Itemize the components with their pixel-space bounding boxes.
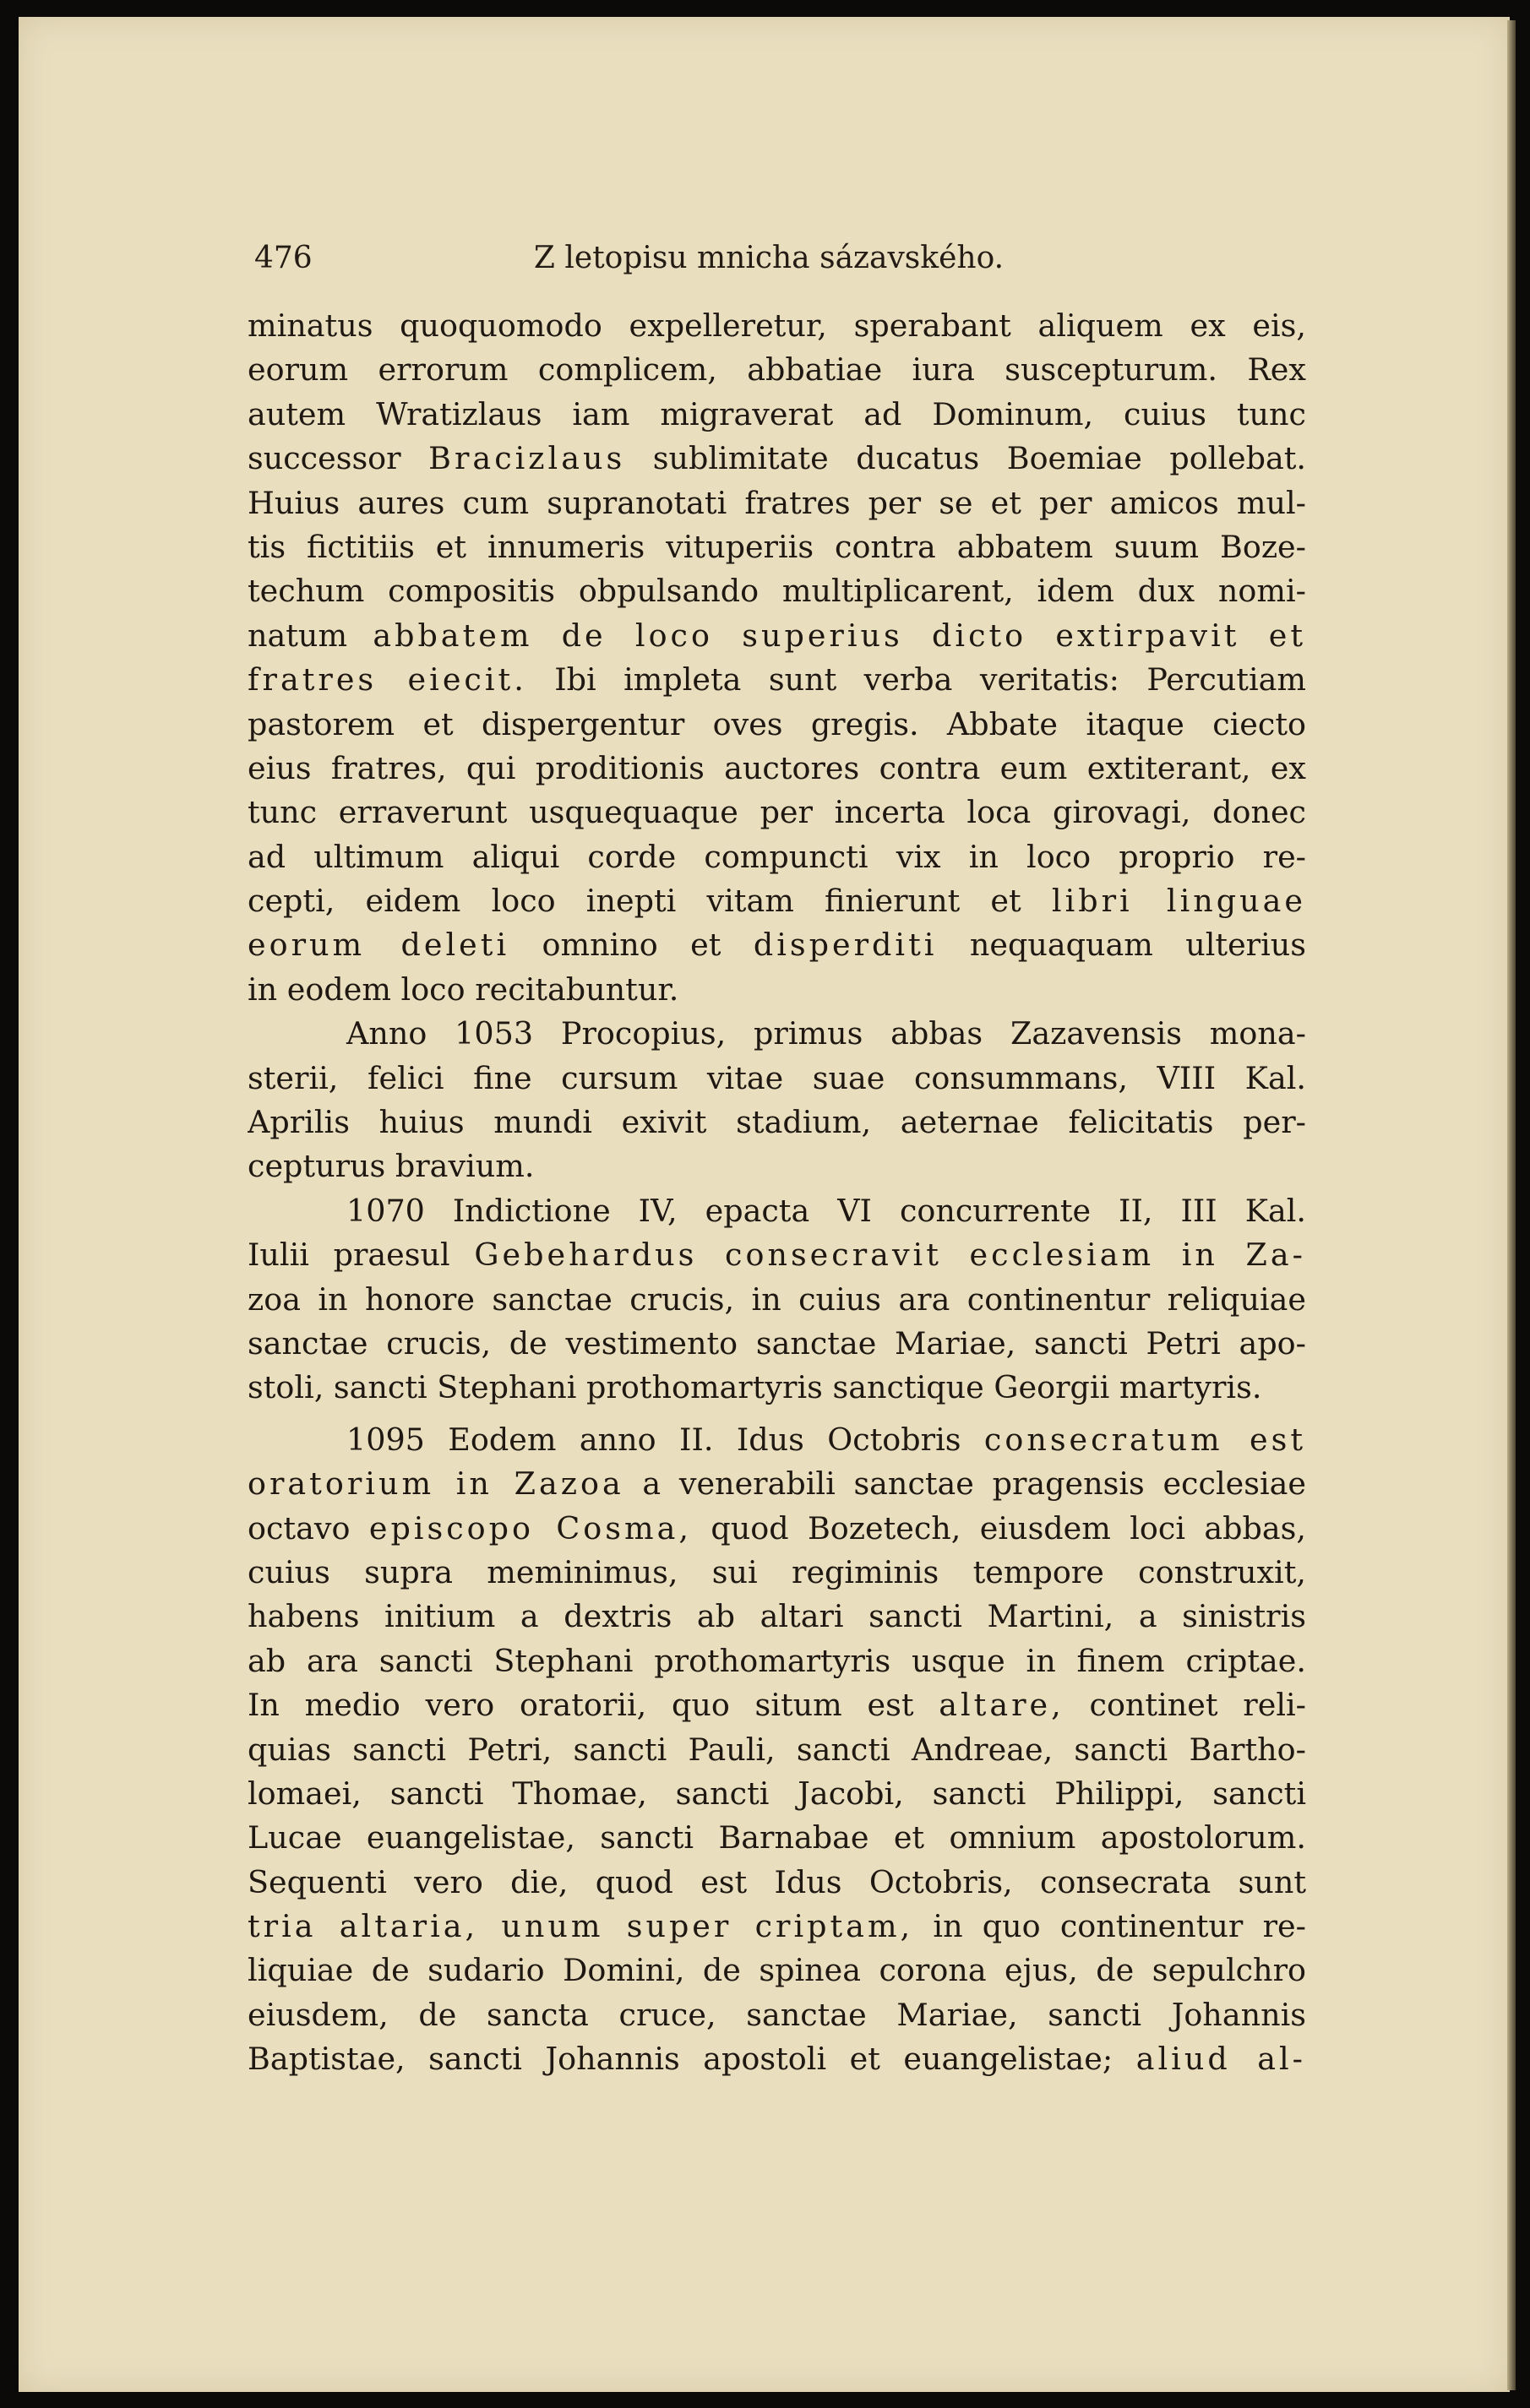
text-line: techum compositis obpulsando multiplicarent, idem dux nomi- <box>248 573 1306 610</box>
text-run: nequaquam ulterius <box>969 927 1306 964</box>
text-line: sanctae crucis, de vestimento sanctae Mariae, sancti Petri apo- <box>248 1324 1306 1362</box>
paragraph-2 <box>248 1012 1306 1189</box>
text-line: eiusdem, de sancta cruce, sanctae Mariae, sancti Johannis <box>248 1996 1306 2033</box>
text-line: cepturus bravium. <box>248 1148 535 1185</box>
text-line: Sequenti vero die, quod est Idus Octobris, consecrata sunt <box>248 1863 1306 1900</box>
spaced-text: consecratum est <box>983 1421 1306 1458</box>
text-line <box>248 1905 1306 1949</box>
text-run: In medio vero oratorii, quo situm est <box>248 1687 914 1724</box>
text-line: stoli, sancti Stephani prothomartyris sanctique Georgii martyris. <box>248 1369 1262 1406</box>
paragraph-4 <box>248 1418 1306 2082</box>
text-line <box>248 923 1306 967</box>
spaced-name: Bracizlaus <box>428 440 626 477</box>
text-line: quias sancti Petri, sancti Pauli, sancti Andreae, sancti Bartho- <box>248 1731 1306 1768</box>
page-body <box>248 304 1306 2082</box>
text-line: eius fratres, qui proditionis auctores contra eum extiterant, ex <box>248 749 1306 786</box>
text-run: in quo continentur re- <box>933 1908 1306 1945</box>
spaced-text: disperditi <box>753 927 938 964</box>
text-line: cuius supra meminimus, sui regiminis tempore construxit, <box>248 1553 1306 1590</box>
text-run: continet reli- <box>1089 1687 1306 1724</box>
text-line: tunc erraverunt usquequaque per incerta loca girovagi, donec <box>248 794 1306 831</box>
text-run: Ibi impleta sunt verba veritatis: Percutiam <box>554 661 1306 698</box>
text-line: sterii, felici fine cursum vitae suae consummans, VIII Kal. <box>248 1059 1306 1096</box>
spaced-text: episcopo Cosma, <box>368 1509 692 1546</box>
spaced-text: aliud al- <box>1135 2041 1306 2078</box>
text-run: Iulii praesul <box>248 1237 450 1274</box>
text-line: zoa in honore sanctae crucis, in cuius ara continentur reliquiae <box>248 1280 1306 1318</box>
text-line: liquiae de sudario Domini, de spinea corona ejus, de sepulchro <box>248 1952 1306 1989</box>
spaced-text: eorum deleti <box>248 927 510 964</box>
spaced-text: fratres eiecit. <box>248 661 527 698</box>
text-line: eorum errorum complicem, abbatiae iura suscepturum. Rex <box>248 351 1306 389</box>
text-line <box>248 1507 1306 1551</box>
running-title: Z letopisu mnicha sázavského. <box>533 241 1005 275</box>
text-line: minatus quoquomodo expelleretur, sperabant aliquem ex eis, <box>248 307 1306 344</box>
paragraph-gap <box>248 1411 1306 1418</box>
text-run: a venerabili sanctae pragensis ecclesiae <box>642 1465 1306 1503</box>
text-line <box>248 2037 1306 2081</box>
text-line: Lucae euangelistae, sancti Barnabae et omnium apostolorum. <box>248 1819 1306 1856</box>
page-number: 476 <box>254 241 313 275</box>
text-line <box>248 1418 1306 1462</box>
paragraph-3 <box>248 1189 1306 1411</box>
spaced-text: altare, <box>939 1687 1064 1724</box>
text-line <box>248 437 1306 481</box>
text-run: octavo <box>248 1509 351 1546</box>
text-line: pastorem et dispergentur oves gregis. Abbate itaque ciecto <box>248 705 1306 742</box>
text-line: autem Wratizlaus iam migraverat ad Dominum, cuius tunc <box>248 395 1306 432</box>
spaced-text: tria altaria, unum super criptam, <box>248 1908 914 1945</box>
text-line <box>248 1683 1306 1727</box>
text-line <box>248 658 1306 702</box>
text-line <box>248 614 1306 658</box>
text-line: tis fictitiis et innumeris vituperiis contra abbatem suum Boze- <box>248 528 1306 565</box>
text-run: natum <box>248 617 348 654</box>
text-line: Huius aures cum supranotati fratres per se et per amicos mul- <box>248 484 1306 521</box>
text-run: cepti, eidem loco inepti vitam finierunt et <box>248 883 1021 920</box>
text-line: ab ara sancti Stephani prothomartyris usque in finem criptae. <box>248 1642 1306 1679</box>
text-run: 1095 Eodem anno II. Idus Octobris <box>346 1421 961 1458</box>
text-line <box>248 879 1306 923</box>
text-run: omnino et <box>542 927 721 964</box>
spaced-text: abbatem de loco superius dicto extirpavit et <box>373 617 1306 654</box>
text-line: Anno 1053 Procopius, primus abbas Zazavensis mona- <box>346 1015 1306 1052</box>
text-run: successor <box>248 440 401 477</box>
text-line <box>248 1233 1306 1277</box>
text-run: quod Bozetech, eiusdem loci abbas, <box>711 1509 1306 1546</box>
text-line: 1070 Indictione IV, epacta VI concurrente II, III Kal. <box>346 1192 1306 1229</box>
spaced-text: Gebehardus consecravit ecclesiam in Za- <box>474 1237 1306 1274</box>
spaced-text: libri linguae <box>1051 883 1306 920</box>
text-line: in eodem loco recitabuntur. <box>248 970 679 1008</box>
text-line: lomaei, sancti Thomae, sancti Jacobi, sancti Philippi, sancti <box>248 1775 1306 1812</box>
paragraph-1 <box>248 304 1306 1012</box>
text-line: Aprilis huius mundi exivit stadium, aeternae felicitatis per- <box>248 1104 1306 1141</box>
text-line: ad ultimum aliqui corde compuncti vix in loco proprio re- <box>248 838 1306 875</box>
page-edge <box>1507 20 1516 2390</box>
page-header <box>232 233 1305 284</box>
text-run: sublimitate ducatus Boemiae pollebat. <box>652 440 1306 477</box>
text-line <box>248 1462 1306 1506</box>
text-line: habens initium a dextris ab altari sancti Martini, a sinistris <box>248 1598 1306 1635</box>
text-run: Baptistae, sancti Johannis apostoli et euangelistae; <box>248 2041 1113 2078</box>
spaced-text: oratorium in Zazoa <box>248 1465 624 1503</box>
